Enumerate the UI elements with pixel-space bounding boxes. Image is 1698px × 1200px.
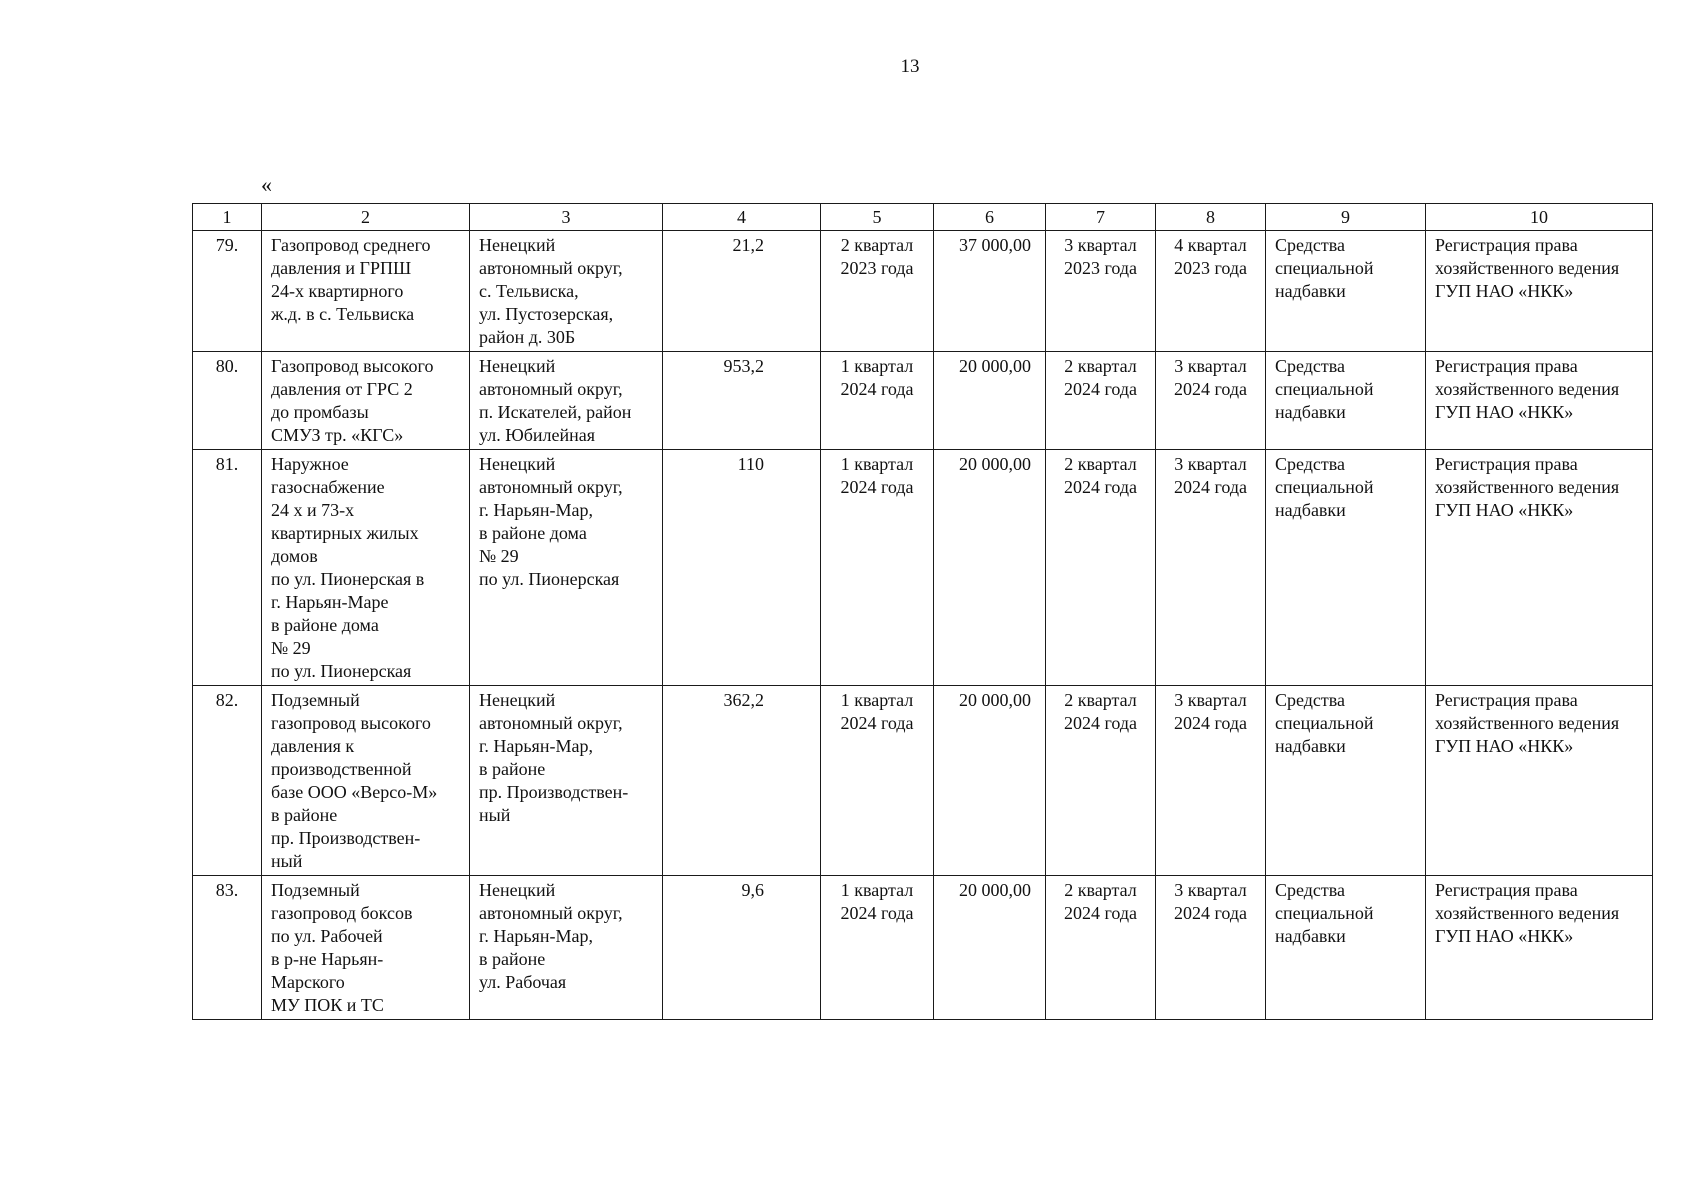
- note-cell: Регистрация права хозяйственного ведения ГУП НАО «НКК»: [1426, 352, 1653, 450]
- column-number-header: 3: [470, 204, 663, 231]
- address-cell: Ненецкий автономный округ, с. Тельвиска, ул. Пустозерская, район д. 30Б: [470, 231, 663, 352]
- object-name-cell: Подземный газопровод боксов по ул. Рабочей в р-не Нарьян- Марского МУ ПОК и ТС: [262, 876, 470, 1020]
- column-number-header: 8: [1156, 204, 1266, 231]
- table-row: [193, 876, 1653, 1020]
- column-number-header: 2: [262, 204, 470, 231]
- address-cell: Ненецкий автономный округ, г. Нарьян-Мар, в районе ул. Рабочая: [470, 876, 663, 1020]
- column-number-header: 4: [663, 204, 821, 231]
- funding-source-cell: Средства специальной надбавки: [1266, 450, 1426, 686]
- start-period-cell: 1 квартал 2024 года: [821, 352, 934, 450]
- start-period-cell: 2 квартал 2023 года: [821, 231, 934, 352]
- address-cell: Ненецкий автономный округ, г. Нарьян-Мар, в районе пр. Производствен- ный: [470, 686, 663, 876]
- funding-source-cell: Средства специальной надбавки: [1266, 352, 1426, 450]
- column-number-row: [193, 204, 1653, 231]
- cost-cell: 20 000,00: [934, 352, 1046, 450]
- end-period-cell: 2 квартал 2024 года: [1046, 450, 1156, 686]
- table-row: [193, 231, 1653, 352]
- object-name-cell: Подземный газопровод высокого давления к производственной базе ООО «Версо-М» в районе пр. Производствен- ный: [262, 686, 470, 876]
- object-schedule-table: [192, 203, 1653, 1020]
- length-cell: 362,2: [663, 686, 821, 876]
- row-number-cell: 79.: [193, 231, 262, 352]
- column-number-header: 5: [821, 204, 934, 231]
- object-name-cell: Газопровод среднего давления и ГРПШ 24-х квартирного ж.д. в с. Тельвиска: [262, 231, 470, 352]
- end-period-cell: 2 квартал 2024 года: [1046, 352, 1156, 450]
- page-number: 13: [900, 56, 920, 77]
- table-row: [193, 686, 1653, 876]
- length-cell: 21,2: [663, 231, 821, 352]
- opening-quote-mark: «: [261, 172, 272, 197]
- commission-period-cell: 4 квартал 2023 года: [1156, 231, 1266, 352]
- table-row: [193, 352, 1653, 450]
- funding-source-cell: Средства специальной надбавки: [1266, 876, 1426, 1020]
- cost-cell: 20 000,00: [934, 450, 1046, 686]
- note-cell: Регистрация права хозяйственного ведения ГУП НАО «НКК»: [1426, 231, 1653, 352]
- commission-period-cell: 3 квартал 2024 года: [1156, 876, 1266, 1020]
- row-number-cell: 81.: [193, 450, 262, 686]
- length-cell: 953,2: [663, 352, 821, 450]
- row-number-cell: 82.: [193, 686, 262, 876]
- cost-cell: 20 000,00: [934, 876, 1046, 1020]
- address-cell: Ненецкий автономный округ, г. Нарьян-Мар, в районе дома № 29 по ул. Пионерская: [470, 450, 663, 686]
- commission-period-cell: 3 квартал 2024 года: [1156, 686, 1266, 876]
- note-cell: Регистрация права хозяйственного ведения ГУП НАО «НКК»: [1426, 876, 1653, 1020]
- row-number-cell: 83.: [193, 876, 262, 1020]
- row-number-cell: 80.: [193, 352, 262, 450]
- note-cell: Регистрация права хозяйственного ведения ГУП НАО «НКК»: [1426, 686, 1653, 876]
- end-period-cell: 2 квартал 2024 года: [1046, 686, 1156, 876]
- note-cell: Регистрация права хозяйственного ведения ГУП НАО «НКК»: [1426, 450, 1653, 686]
- start-period-cell: 1 квартал 2024 года: [821, 450, 934, 686]
- commission-period-cell: 3 квартал 2024 года: [1156, 352, 1266, 450]
- column-number-header: 9: [1266, 204, 1426, 231]
- column-number-header: 10: [1426, 204, 1653, 231]
- column-number-header: 7: [1046, 204, 1156, 231]
- cost-cell: 37 000,00: [934, 231, 1046, 352]
- column-number-header: 1: [193, 204, 262, 231]
- column-number-header: 6: [934, 204, 1046, 231]
- table-row: [193, 450, 1653, 686]
- cost-cell: 20 000,00: [934, 686, 1046, 876]
- start-period-cell: 1 квартал 2024 года: [821, 876, 934, 1020]
- address-cell: Ненецкий автономный округ, п. Искателей, район ул. Юбилейная: [470, 352, 663, 450]
- end-period-cell: 2 квартал 2024 года: [1046, 876, 1156, 1020]
- start-period-cell: 1 квартал 2024 года: [821, 686, 934, 876]
- object-name-cell: Газопровод высокого давления от ГРС 2 до промбазы СМУЗ тр. «КГС»: [262, 352, 470, 450]
- length-cell: 110: [663, 450, 821, 686]
- commission-period-cell: 3 квартал 2024 года: [1156, 450, 1266, 686]
- object-name-cell: Наружное газоснабжение 24 х и 73-х квартирных жилых домов по ул. Пионерская в г. Нарьян-Маре в районе дома № 29 по ул. Пионерская: [262, 450, 470, 686]
- end-period-cell: 3 квартал 2023 года: [1046, 231, 1156, 352]
- funding-source-cell: Средства специальной надбавки: [1266, 686, 1426, 876]
- funding-source-cell: Средства специальной надбавки: [1266, 231, 1426, 352]
- length-cell: 9,6: [663, 876, 821, 1020]
